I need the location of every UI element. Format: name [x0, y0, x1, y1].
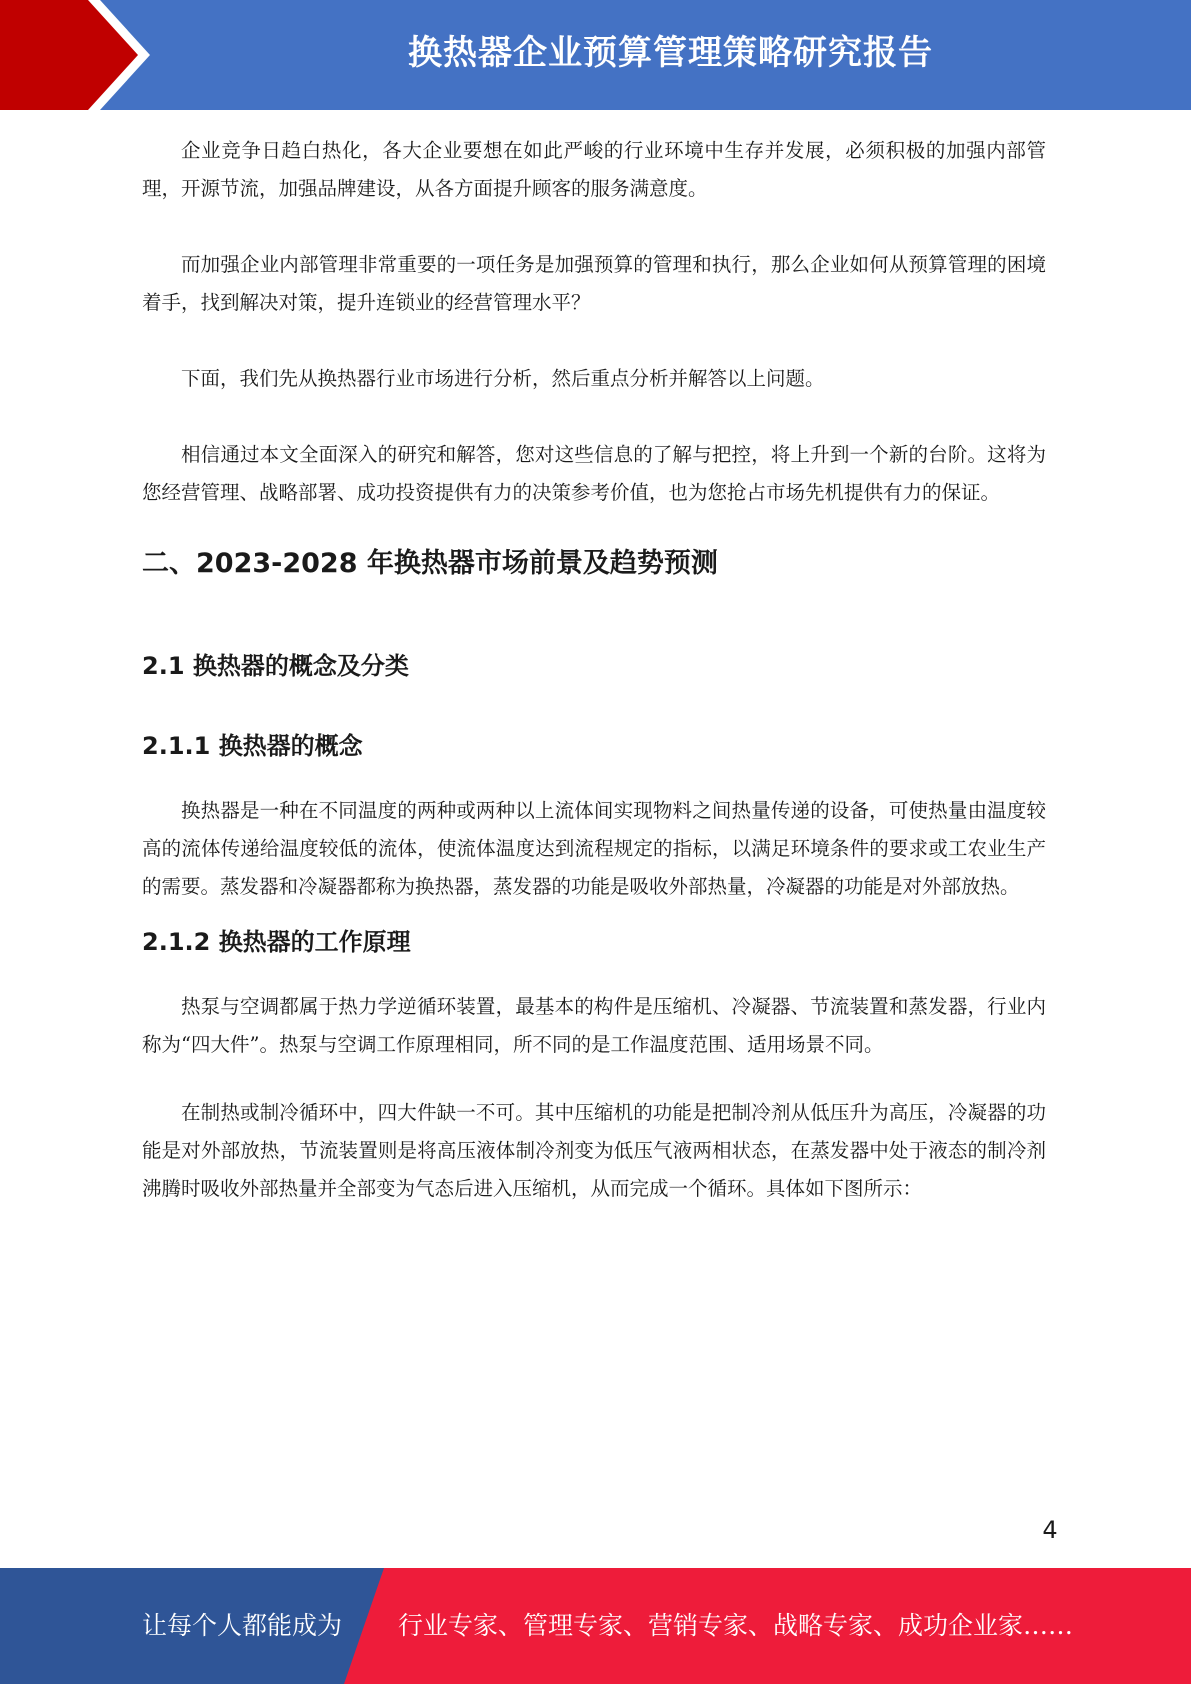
- document-body: [142, 132, 1046, 1208]
- section-2-1-2-paragraph-2: 在制热或制冷循环中，四大件缺一不可。其中压缩机的功能是把制冷剂从低压升为高压，冷凝器的功能是对外部放热，节流装置则是将高压液体制冷剂变为低压气液两相状态，在蒸发器中处于液态的制冷剂沸腾时吸收外部热量并全部变为气态后进入压缩机，从而完成一个循环。具体如下图所示：: [142, 1101, 1046, 1200]
- section-2-1-2-paragraph-1: 热泵与空调都属于热力学逆循环装置，最基本的构件是压缩机、冷凝器、节流装置和蒸发器，行业内称为“四大件”。热泵与空调工作原理相同，所不同的是工作温度范围、适用场景不同。: [142, 995, 1046, 1056]
- footer-slogan-lead: 让每个人都能成为: [142, 1611, 343, 1640]
- section-2-heading: 二、2023-2028 年换热器市场前景及趋势预测: [142, 548, 718, 579]
- intro-paragraph-2: 而加强企业内部管理非常重要的一项任务是加强预算的管理和执行，那么企业如何从预算管理的困境着手，找到解决对策，提升连锁业的经营管理水平？: [142, 253, 1046, 314]
- report-title: 换热器企业预算管理策略研究报告: [408, 33, 933, 73]
- intro-paragraph-4: 相信通过本文全面深入的研究和解答，您对这些信息的了解与把控，将上升到一个新的台阶。这将为您经营管理、战略部署、成功投资提供有力的决策参考价值，也为您抢占市场先机提供有力的保证。: [142, 443, 1046, 504]
- header-banner: [0, 0, 1191, 110]
- section-2-1-1-heading: 2.1.1 换热器的概念: [142, 732, 363, 760]
- section-2-1-2-heading: 2.1.2 换热器的工作原理: [142, 928, 411, 956]
- section-2-1-1-paragraph: 换热器是一种在不同温度的两种或两种以上流体间实现物料之间热量传递的设备，可使热量由温度较高的流体传递给温度较低的流体，使流体温度达到流程规定的指标，以满足环境条件的要求或工农业生产的需要。蒸发器和冷凝器都称为换热器，蒸发器的功能是吸收外部热量，冷凝器的功能是对外部放热。: [142, 799, 1046, 898]
- section-2-1-heading: 2.1 换热器的概念及分类: [142, 652, 409, 680]
- footer-slogan-roles: 行业专家、管理专家、营销专家、战略专家、成功企业家……: [398, 1611, 1074, 1640]
- intro-paragraph-1: 企业竞争日趋白热化，各大企业要想在如此严峻的行业环境中生存并发展，必须积极的加强内部管理，开源节流，加强品牌建设，从各方面提升顾客的服务满意度。: [142, 139, 1046, 200]
- page-number: 4: [1042, 1516, 1058, 1544]
- footer-banner: [0, 1568, 1191, 1684]
- intro-paragraph-3: 下面，我们先从换热器行业市场进行分析，然后重点分析并解答以上问题。: [181, 367, 825, 390]
